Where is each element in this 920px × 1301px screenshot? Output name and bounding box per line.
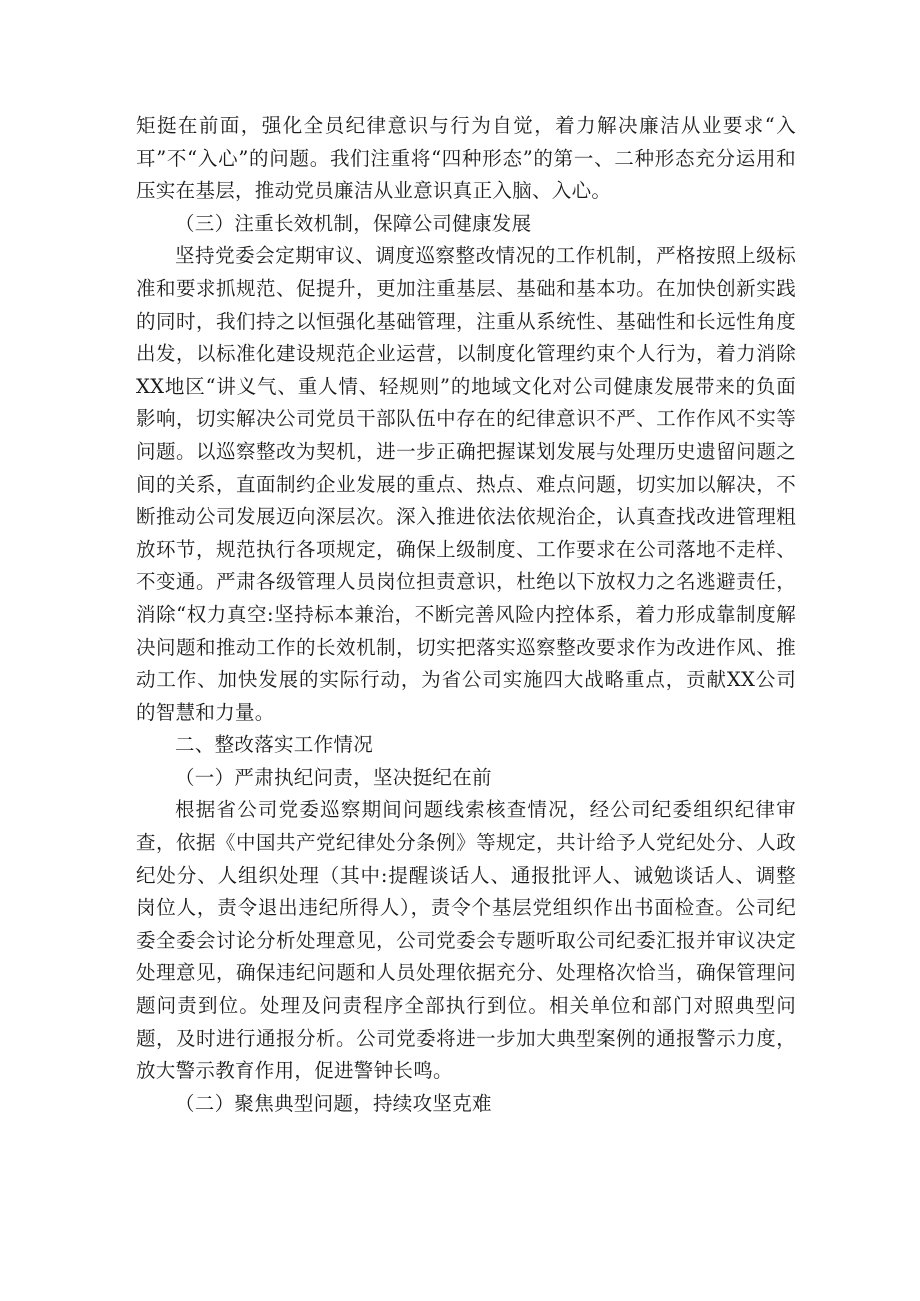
section-subheading-2: （二）聚焦典型问题，持续攻坚克难: [175, 1091, 492, 1115]
paragraph-continued: 矩挺在前面，强化全员纪律意识与行为自觉，着力解决廉洁从业要求“入耳”不“入心”的问题。我们注重将“四种形态”的第一、二种形态充分运用和压实在基层，推动党员廉洁从业意识真正入脑、入心。: [136, 114, 796, 203]
paragraph-long-term-mechanism: 坚持党委会定期审议、调度巡察整改情况的工作机制，严格按照上级标准和要求抓规范、促提升，更加注重基层、基础和基本功。在加快创新实践的同时，我们持之以恒强化基础管理，注重从系统性、基础性和长远性角度出发，以标准化建设规范企业运营，以制度化管理约束个人行为，着力消除XX地区“讲义气、重人情、轻规则”的地域文化对公司健康发展带来的负面影响，切实解决公司党员干部队伍中存在的纪律意识不严、工作作风不实等问题。以巡察整改为契机，进一步正确把握谋划发展与处理历史遗留问题之间的关系，直面制约企业发展的重点、热点、难点问题，切实加以解决，不断推动公司发展迈向深层次。深入推进依法依规治企，认真查找改进管理粗放环节，规范执行各项规定，确保上级制度、工作要求在公司落地不走样、不变通。严肃各级管理人员岗位担责意识，杜绝以下放权力之名逃避责任，消除“权力真空:坚持标本兼治，不断完善风险内控体系，着力形成靠制度解决问题和推动工作的长效机制，切实把落实巡察整改要求作为改进作风、推动工作、加快发展的实际行动，为省公司实施四大战略重点，贡献XX公司的智慧和力量。: [136, 244, 796, 724]
paragraph-discipline: 根据省公司党委巡察期间问题线索核查情况，经公司纪委组织纪律审查，依据《中国共产党纪律处分条例》等规定，共计给予人党纪处分、人政纪处分、人组织处理（其中:提醒谈话人、通报批评人、诫勉谈话人、调整岗位人，责令退出违纪所得人），责令个基层党组织作出书面检查。公司纪委全委会讨论分析处理意见，公司党委会专题听取公司纪委汇报并审议决定处理意见，确保违纪问题和人员处理依据充分、处理格次恰当，确保管理问题问责到位。处理及问责程序全部执行到位。相关单位和部门对照典型问题，及时进行通报分析。公司党委将进一步加大典型案例的通报警示力度，放大警示教育作用，促进警钟长鸣。: [136, 798, 796, 1083]
section-heading-2: 二、整改落实工作情况: [175, 733, 374, 757]
section-subheading-3: （三）注重长效机制，保障公司健康发展: [175, 211, 532, 235]
section-subheading-1: （一）严肃执纪问责，坚决挺纪在前: [175, 765, 492, 789]
document-body: [136, 110, 796, 1120]
